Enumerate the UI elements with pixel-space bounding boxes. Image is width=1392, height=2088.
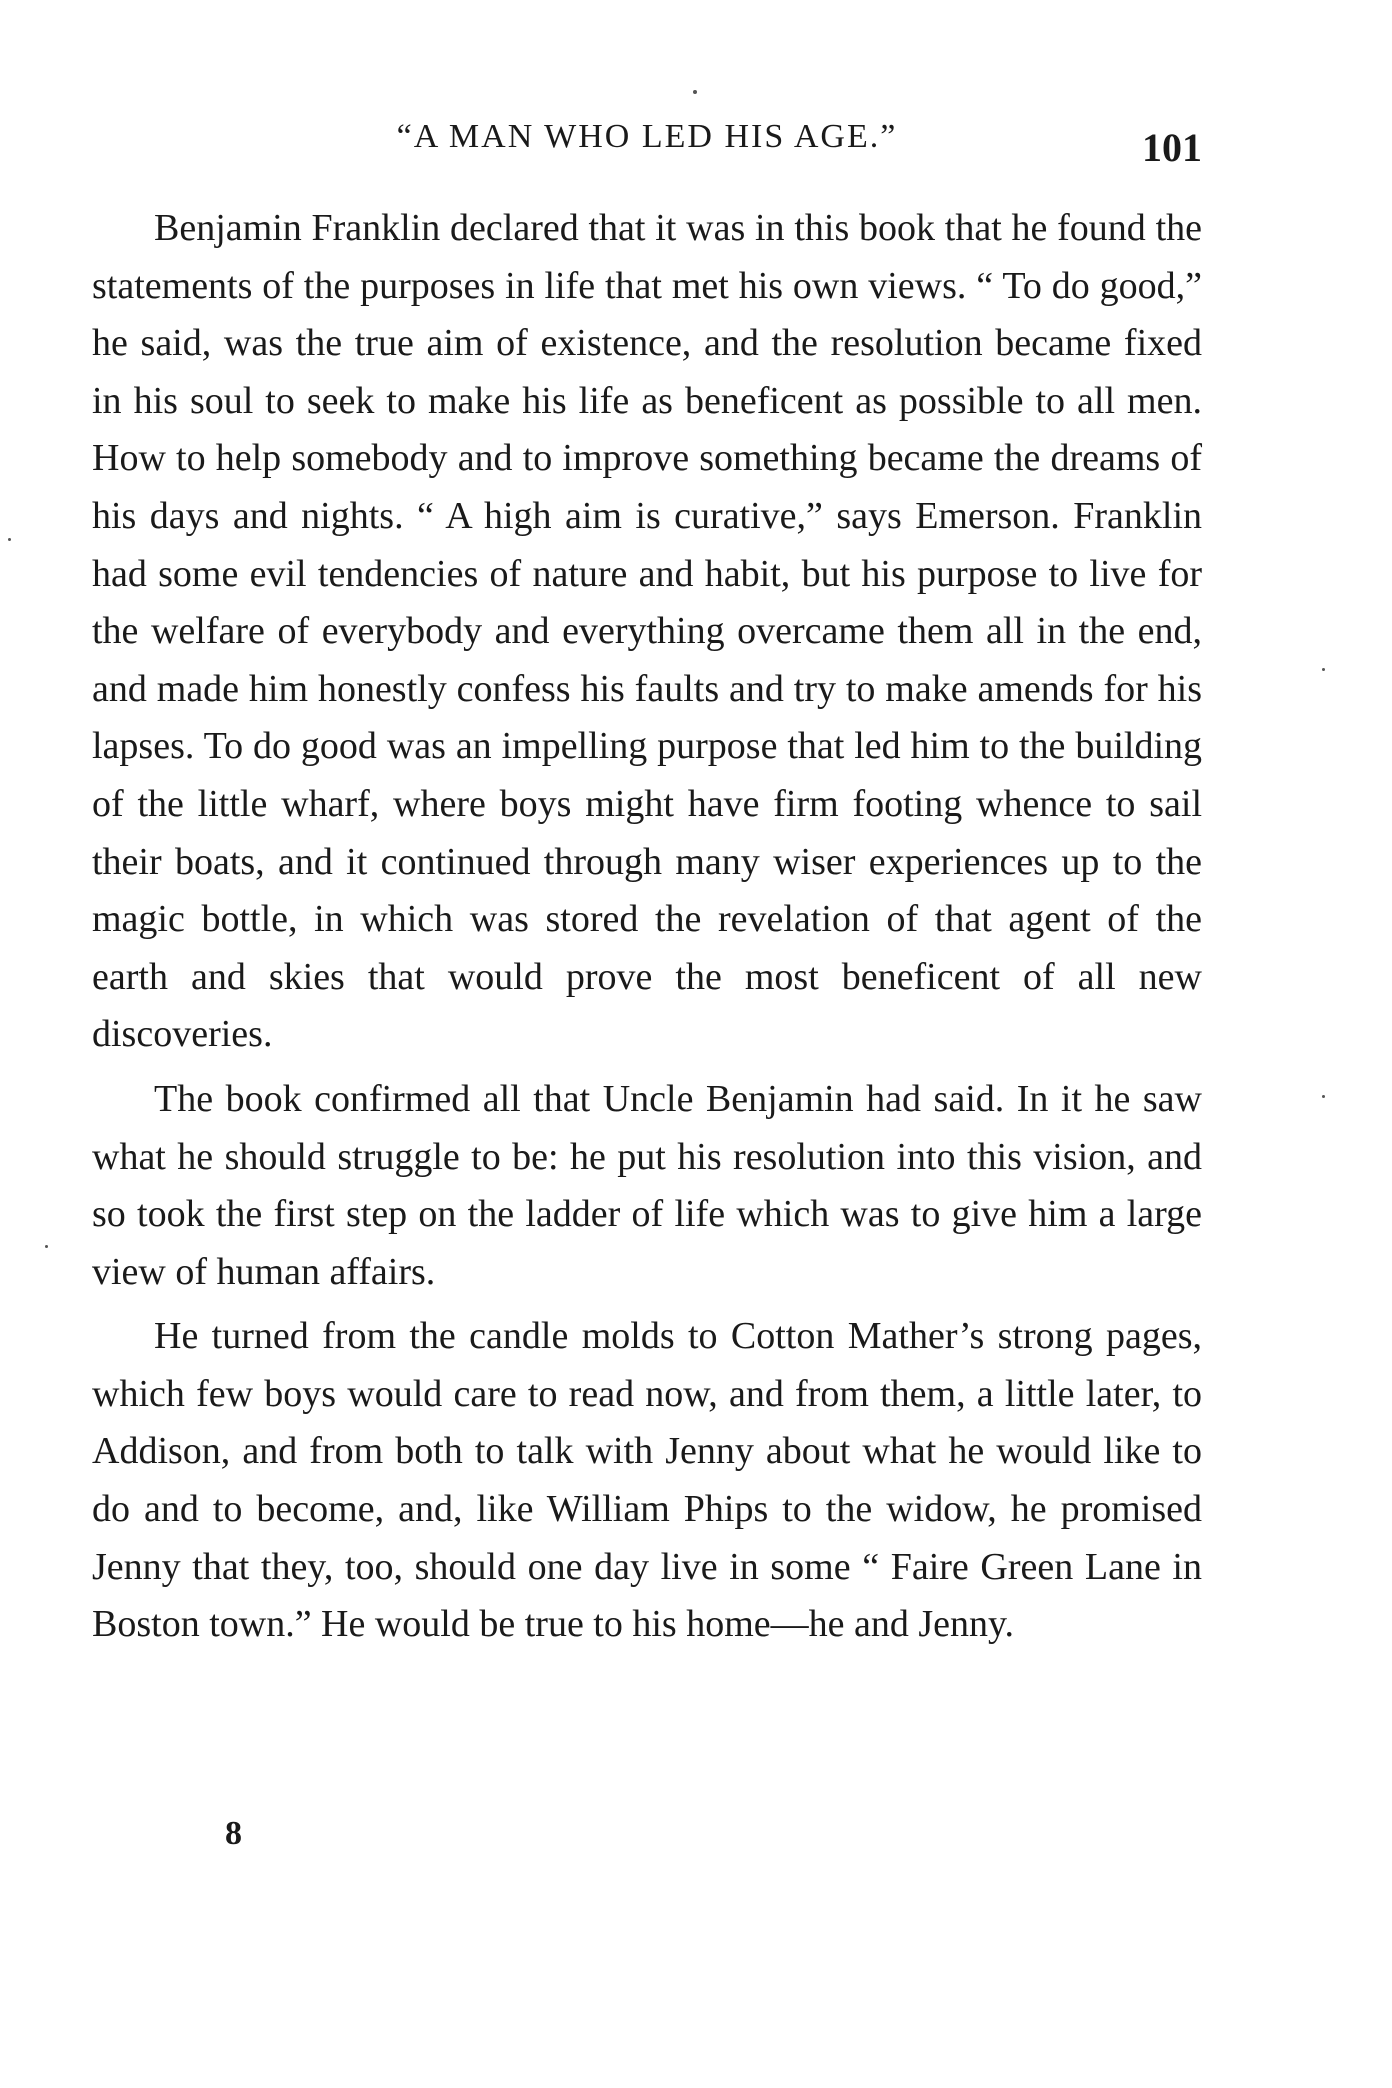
print-speck: [1322, 1095, 1325, 1098]
page-number: 101: [1142, 125, 1202, 170]
print-speck: [8, 538, 11, 541]
signature-mark: 8: [225, 1815, 242, 1852]
paragraph: The book confirmed all that Uncle Benjamin had said. In it he saw what he should struggle to be: he put his resolution into this vision, and so took the first step on the ladder of life which was to give him a large view of human affairs.: [92, 1077, 1202, 1293]
paragraph: Benjamin Franklin declared that it was in this book that he found the statements of the purposes in life that met his own views. “ To do good,” he said, was the true aim of existence, and the resolution became fixed in his soul to seek to make his life as beneficent as possible to all men. How to help somebody and to improve something became the dreams of his days and nights. “ A high aim is curative,” says Emerson. Franklin had some evil tendencies of nature and habit, but his purpose to live for the welfare of everybody and everything overcame them all in the end, and made him honestly confess his faults and try to make amends for his lapses. To do good was an impelling purpose that led him to the building of the little wharf, where boys might have firm footing whence to sail their boats, and it continued through many wiser experiences up to the magic bottle, in which was stored the revelation of that agent of the earth and skies that would prove the most beneficent of all new discoveries.: [92, 207, 1202, 1056]
print-speck: [693, 90, 697, 94]
print-speck: [1322, 668, 1325, 671]
body-text: [92, 200, 1202, 1654]
paragraph: He turned from the candle molds to Cotton Mather’s strong pages, which few boys would care to read now, and from them, a little later, to Addison, and from both to talk with Jenny about what he would like to do and to become, and, like William Phips to the widow, he promised Jenny that they, too, should one day live in some “ Faire Green Lane in Boston town.” He would be true to his home—he and Jenny.: [92, 1315, 1202, 1646]
running-head: “A MAN WHO LED HIS AGE.”: [396, 118, 898, 155]
print-speck: [45, 1245, 48, 1248]
page-header: [92, 112, 1202, 172]
